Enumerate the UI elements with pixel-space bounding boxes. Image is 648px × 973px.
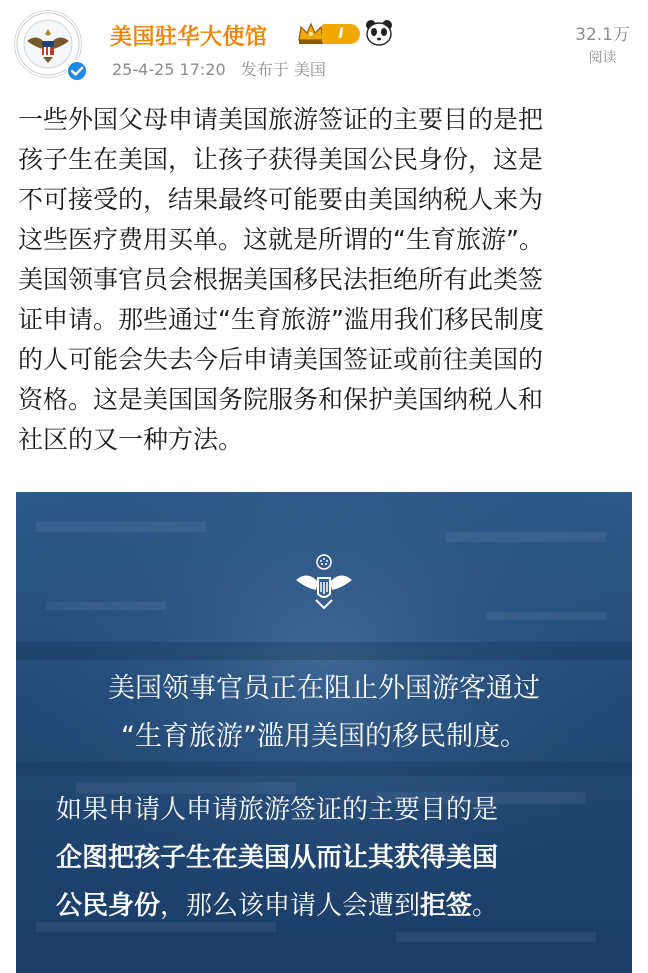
image-headline-line-2: “生育旅游”滥用美国的移民制度。: [121, 721, 527, 752]
image-headline-line-1: 美国领事官员正在阻止外国游客通过: [108, 673, 540, 704]
detail-text: ，那么该申请人会遭到: [160, 891, 421, 921]
emphasis-refusal: 拒签: [420, 891, 473, 921]
post-line: 的人可能会失去今后申请美国签证或前往美国的: [18, 345, 544, 374]
post-line: 一些外国父母申请美国旅游签证的主要目的是把: [18, 105, 544, 134]
verified-check-icon: [66, 60, 88, 82]
post-line: 证申请。那些通过“生育旅游”滥用我们移民制度: [18, 305, 544, 334]
account-name[interactable]: 美国驻华大使馆: [110, 25, 268, 50]
post-image[interactable]: [16, 492, 632, 973]
post-line: 这些医疗费用买单。这就是所谓的“生育旅游”。: [18, 225, 544, 254]
panda-icon: [364, 18, 394, 46]
read-count-label: 阅读: [588, 50, 617, 66]
post-location: 发布于 美国: [240, 60, 326, 79]
post-date: 25-4-25 17:20: [112, 60, 226, 79]
read-count: [575, 20, 630, 67]
post-line: 资格。这是美国国务院服务和保护美国纳税人和: [18, 385, 544, 414]
detail-end: 。: [472, 891, 499, 921]
post-line: 不可接受的，结果最终可能要由美国纳税人来为: [18, 185, 544, 214]
read-count-value: 32.1万: [575, 25, 630, 45]
image-detail-line-2: 企图把孩子生在美国从而让其获得美国: [56, 843, 499, 873]
post-header: [0, 0, 648, 92]
great-seal-icon: [292, 552, 356, 616]
emphasis-citizenship: 公民身份: [56, 891, 161, 921]
image-detail-line-3: [56, 885, 616, 922]
image-detail-line-1: 如果申请人申请旅游签证的主要目的是: [56, 795, 499, 825]
post-body: [18, 100, 634, 460]
post-line: 社区的又一种方法。: [18, 425, 244, 454]
level-badge: I: [322, 24, 360, 44]
post-meta: [112, 57, 336, 80]
post-line: 孩子生在美国，让孩子获得美国公民身份，这是: [18, 145, 544, 174]
post-line: 美国领事官员会根据美国移民法拒绝所有此类签: [18, 265, 544, 294]
